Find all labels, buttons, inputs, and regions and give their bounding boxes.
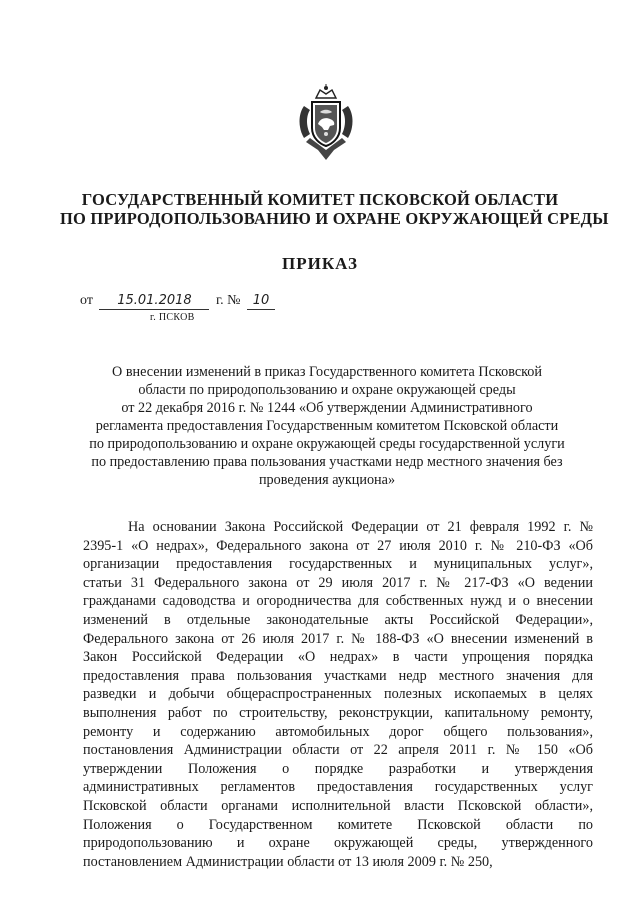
body-line: Федерального закона от 26 июля 2017 г. № 188-ФЗ «О внесении изменений в	[83, 630, 593, 647]
body-line: выполнения работ по строительству, реконструкции, капитальному ремонту,	[83, 704, 593, 721]
order-body-paragraph	[83, 518, 593, 871]
subject-line: по природопользованию и охране окружающей среды государственной услуги	[89, 436, 565, 452]
body-line: Псковской области органами исполнительной власти Псковской области»,	[83, 797, 593, 814]
document-type-heading: ПРИКАЗ	[282, 254, 358, 273]
number-label: г. №	[215, 293, 241, 308]
body-line: природопользованию и охране окружающей среды, утвержденного	[83, 835, 593, 852]
subject-line: регламента предоставления Государственным комитетом Псковской области	[95, 418, 559, 434]
subject-line: О внесении изменений в приказ Государственного комитета Псковской	[112, 364, 542, 380]
order-subject	[72, 363, 582, 489]
order-date: 15.01.2018	[117, 293, 192, 308]
body-line: гражданами садоводства и огородничества для собственных нужд и о внесении	[83, 593, 593, 610]
subject-line: от 22 декабря 2016 г. № 1244 «Об утверждении Административного	[121, 400, 533, 416]
body-line: изменений в отдельные законодательные акты Российской Федерации»,	[83, 611, 593, 628]
body-line: ремонту и содержанию автомобильных дорог общего пользования»,	[83, 723, 593, 740]
body-line: На основании Закона Российской Федерации от 21 февраля 1992 г. №	[128, 519, 593, 535]
order-number: 10	[252, 293, 270, 308]
body-line: Положения о Государственном комитете Псковской области по	[83, 816, 593, 833]
order-date-field	[99, 293, 209, 310]
subject-line: проведения аукциона»	[258, 472, 396, 488]
order-number-field	[247, 293, 275, 310]
body-line: административных регламентов предоставления государственных услуг	[83, 779, 593, 796]
body-line: организации предоставления государственных и муниципальных услуг»,	[83, 556, 593, 573]
body-line: 2395-1 «О недрах», Федерального закона от 27 июля 2010 г. № 210-ФЗ «Об	[83, 537, 593, 554]
body-line: Закон Российской Федерации «О недрах» в части упрощения порядка	[83, 649, 593, 666]
body-line: постановления Администрации области от 22 апреля 2011 г. № 150 «Об	[83, 742, 593, 759]
organization-name-line1: ГОСУДАРСТВЕННЫЙ КОМИТЕТ ПСКОВСКОЙ ОБЛАСТИ	[81, 190, 559, 209]
body-line: разведки и добычи общераспространенных полезных ископаемых в целях	[83, 686, 593, 703]
body-line: статьи 31 Федерального закона от 29 июля 2017 г. № 217-ФЗ «О ведении	[83, 574, 593, 591]
subject-line: области по природопользованию и охране окружающей среды	[138, 382, 516, 398]
body-line: утверждении Положения о порядке разработки и утверждения	[83, 760, 593, 777]
body-line: предоставления права пользования участками недр местного значения для	[83, 667, 593, 684]
subject-line: по предоставлению права пользования участками недр местного значения без	[91, 454, 563, 470]
order-date-line	[80, 293, 275, 310]
order-city: г. ПСКОВ	[150, 312, 195, 323]
organization-name-line2: ПО ПРИРОДОПОЛЬЗОВАНИЮ И ОХРАНЕ ОКРУЖАЮЩЕЙ СРЕДЫ	[60, 209, 609, 228]
body-line: постановлением Администрации области от 13 июля 2009 г. № 250,	[83, 853, 493, 870]
from-label: от	[80, 293, 93, 308]
coat-of-arms-emblem	[296, 84, 356, 164]
